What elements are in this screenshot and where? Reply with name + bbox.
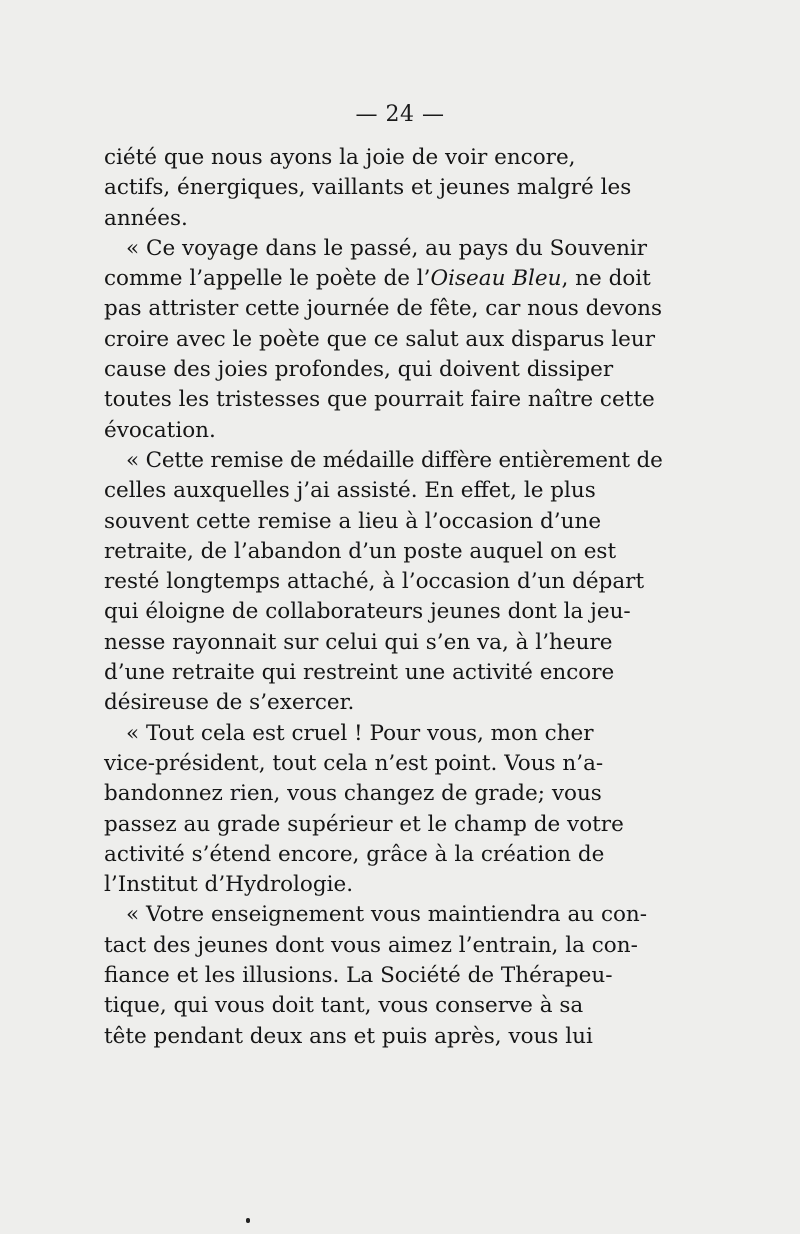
text-line: tique, qui vous doit tant, vous conserve à sa [104, 993, 584, 1019]
text-segment: comme l’appelle le poète de l’ [104, 266, 431, 292]
text-line: « Ce voyage dans le passé, au pays du Souvenir [126, 235, 648, 261]
text-line: années. [104, 205, 188, 231]
text-line: « Tout cela est cruel ! Pour vous, mon cher [126, 720, 594, 746]
italic-title: Oiseau Bleu [430, 266, 562, 292]
text-line: pas attrister cette journée de fête, car nous devons [104, 296, 662, 322]
text-line: l’Institut d’Hydrologie. [104, 872, 354, 898]
text-line: d’une retraite qui restreint une activité encore [104, 660, 615, 686]
text-line: vice-président, tout cela n’est point. Vous n’a- [104, 750, 604, 776]
text-line: bandonnez rien, vous changez de grade; vous [104, 781, 602, 807]
text-line: passez au grade supérieur et le champ de votre [104, 811, 624, 837]
text-line: fiance et les illusions. La Société de Thérapeu- [104, 963, 613, 989]
text-line [104, 264, 662, 294]
text-line: croire avec le poète que ce salut aux disparus leur [104, 326, 656, 352]
text-segment: , ne doit [561, 266, 651, 292]
text-line: désireuse de s’exercer. [104, 690, 355, 716]
ink-speck [246, 1218, 250, 1223]
text-line: tête pendant deux ans et puis après, vous lui [104, 1023, 593, 1049]
page-body-text [104, 143, 662, 1052]
text-line: actifs, énergiques, vaillants et jeunes malgré les [104, 175, 632, 201]
text-line: « Cette remise de médaille diffère entièrement de [126, 447, 663, 473]
text-line: toutes les tristesses que pourrait faire naître cette [104, 387, 655, 413]
text-line: celles auxquelles j’ai assisté. En effet, le plus [104, 478, 596, 504]
text-line: nesse rayonnait sur celui qui s’en va, à l’heure [104, 629, 613, 655]
text-line: cause des joies profondes, qui doivent dissiper [104, 357, 614, 383]
text-line: tact des jeunes dont vous aimez l’entrain, la con- [104, 932, 638, 958]
text-line: activité s’étend encore, grâce à la création de [104, 841, 605, 867]
text-line: évocation. [104, 417, 216, 443]
text-line: qui éloigne de collaborateurs jeunes dont la jeu- [104, 599, 631, 625]
text-line: souvent cette remise a lieu à l’occasion d’une [104, 508, 602, 534]
page-number: — 24 — [355, 102, 445, 127]
text-line: ciété que nous ayons la joie de voir encore, [104, 145, 576, 170]
text-line: retraite, de l’abandon d’un poste auquel on est [104, 538, 617, 564]
text-line: « Votre enseignement vous maintiendra au con- [126, 902, 648, 928]
text-line: resté longtemps attaché, à l’occasion d’un départ [104, 569, 645, 595]
